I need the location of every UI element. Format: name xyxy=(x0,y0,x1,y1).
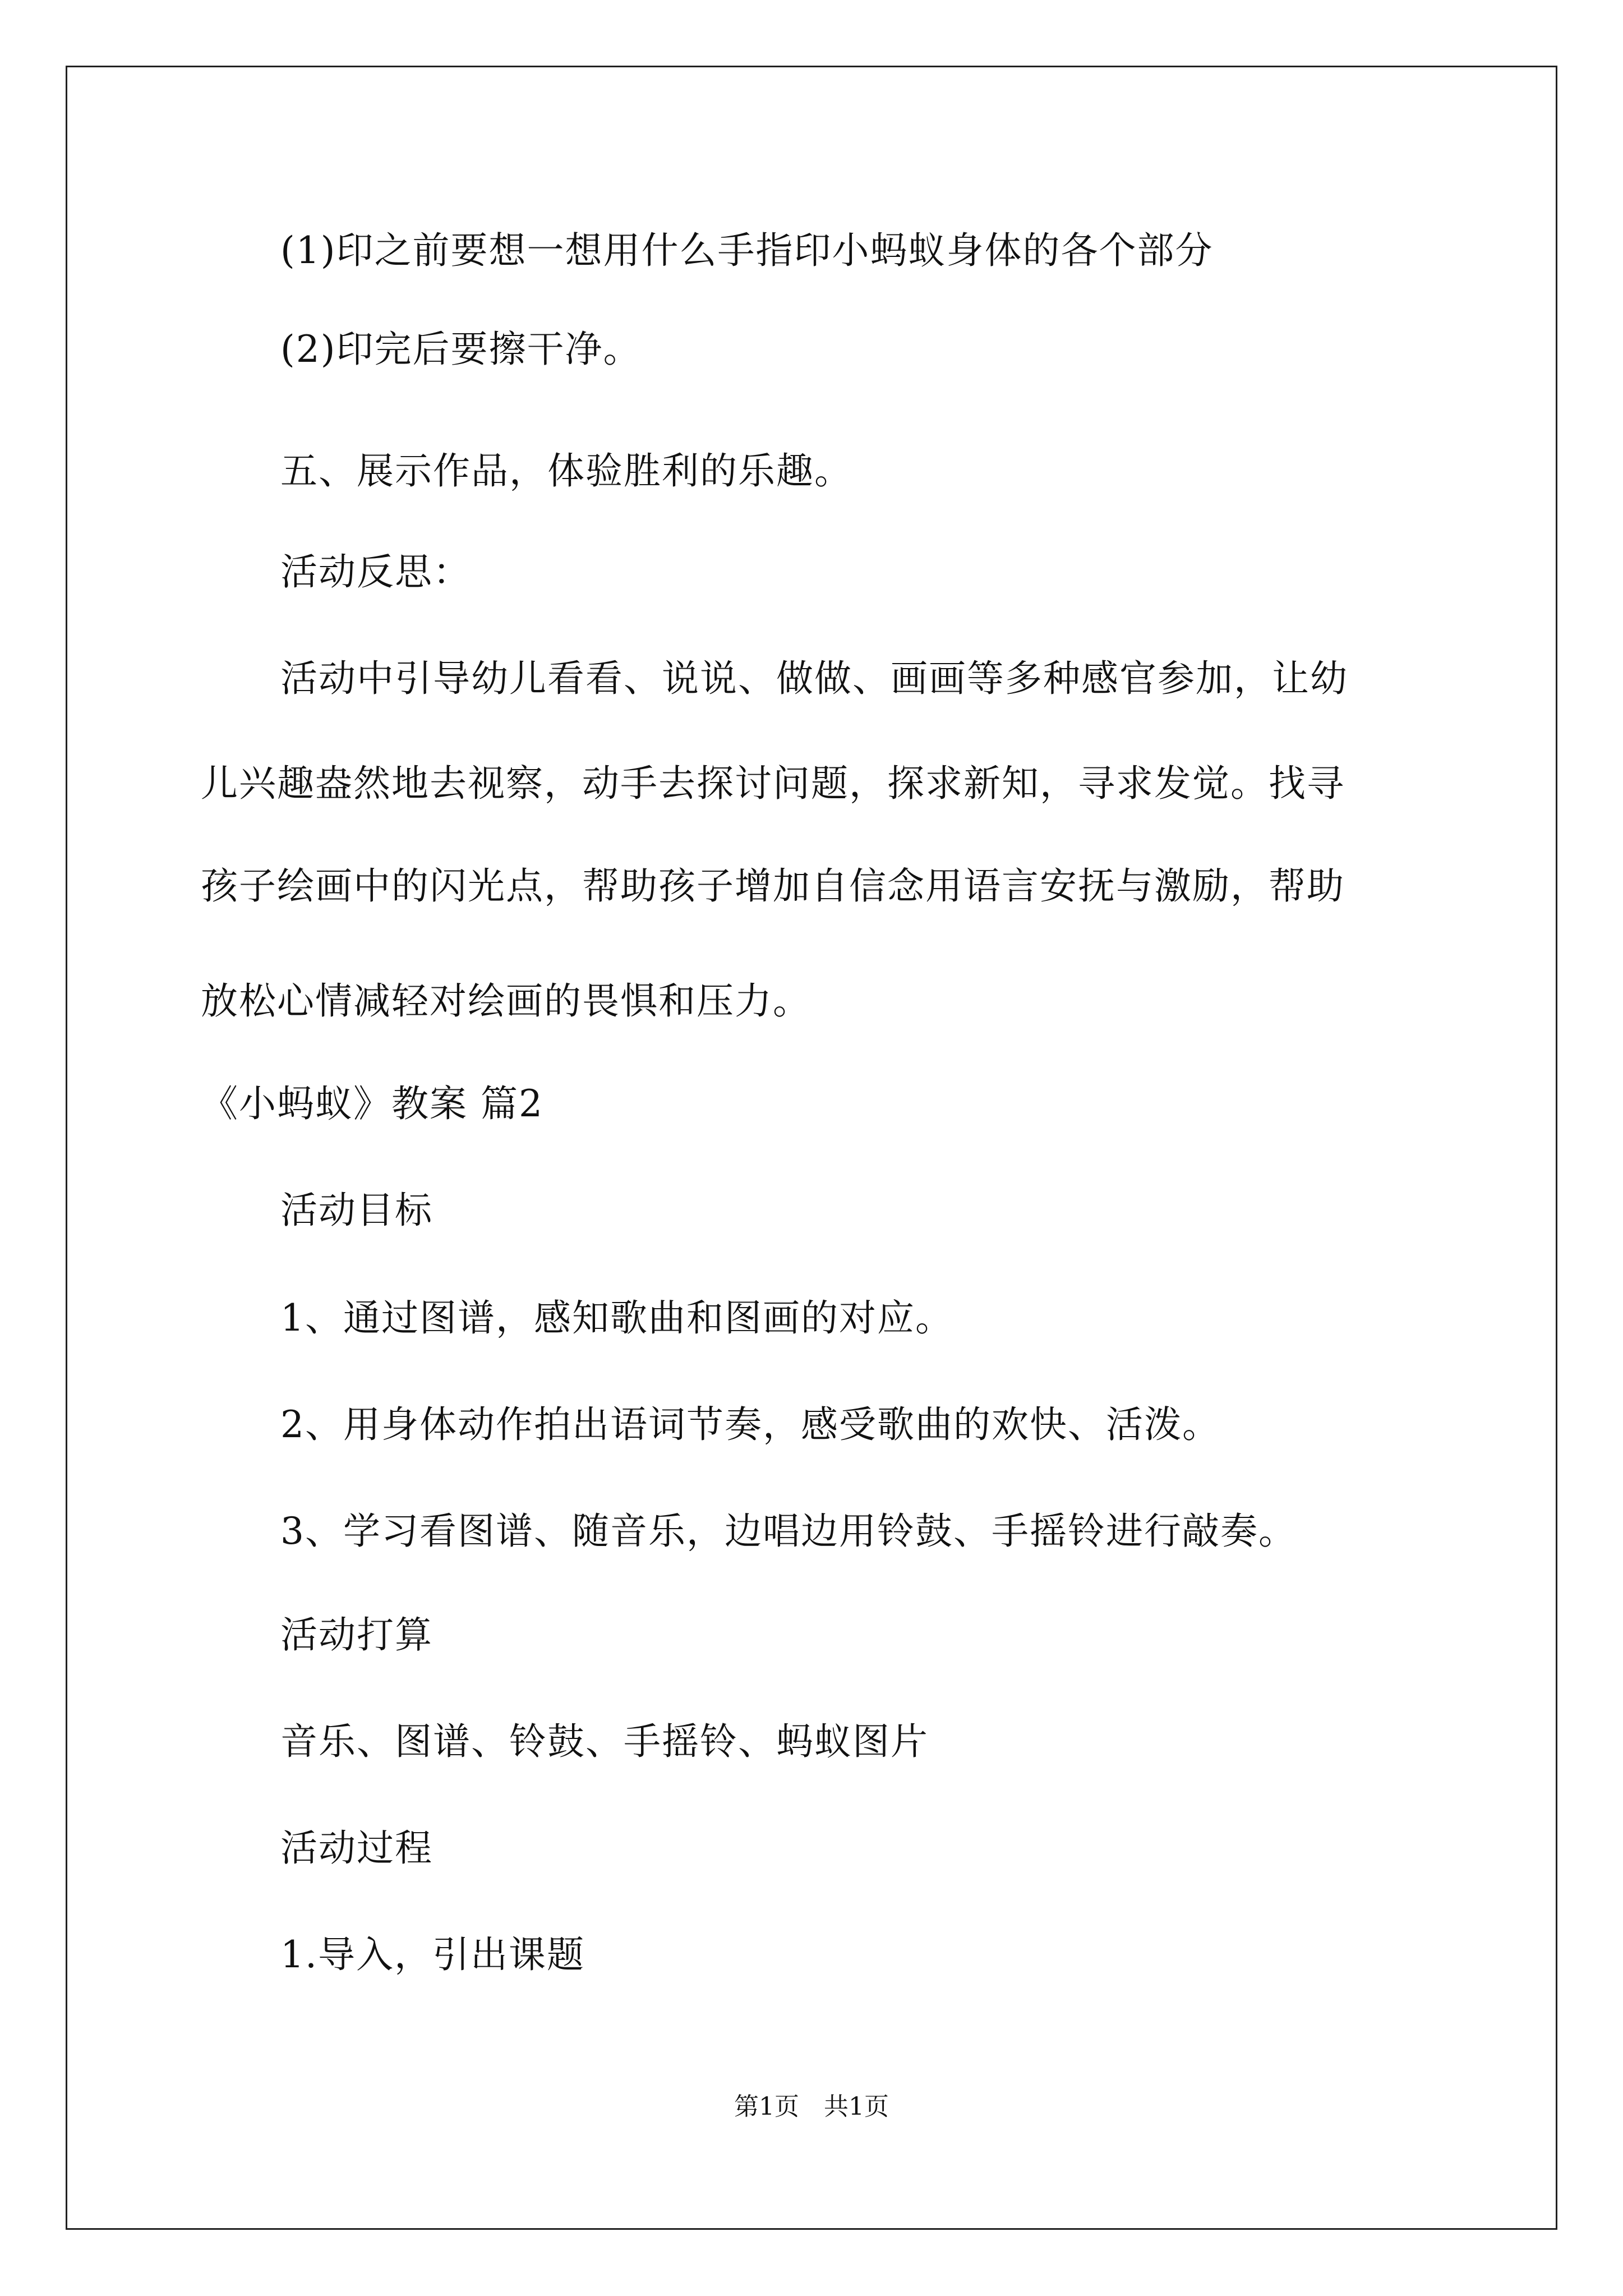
page-border xyxy=(66,66,1557,2230)
goal-item-2: 2、用身体动作拍出语词节奏，感受歌曲的欢快、活泼。 xyxy=(280,1403,1220,1446)
paragraph-section-5: 五、展示作品，体验胜利的乐趣。 xyxy=(280,449,852,493)
paragraph-step-1: (1)印之前要想一想用什么手指印小蚂蚁身体的各个部分 xyxy=(280,229,1214,272)
preparation-items: 音乐、图谱、铃鼓、手摇铃、蚂蚁图片 xyxy=(280,1720,929,1763)
reflection-line-4: 放松心情减轻对绘画的畏惧和压力。 xyxy=(201,979,811,1023)
process-heading: 活动过程 xyxy=(280,1826,433,1870)
process-step-1: 1.导入，引出课题 xyxy=(280,1933,585,1976)
reflection-line-3: 孩子绘画中的闪光点，帮助孩子增加自信念用语言安抚与激励，帮助 xyxy=(201,864,1345,908)
goal-item-1: 1、通过图谱，感知歌曲和图画的对应。 xyxy=(280,1296,953,1340)
reflection-line-2: 儿兴趣盎然地去视察，动手去探讨问题，探求新知，寻求发觉。找寻 xyxy=(201,762,1345,805)
preparation-heading: 活动打算 xyxy=(280,1613,433,1657)
goals-heading: 活动目标 xyxy=(280,1189,433,1232)
lesson-plan-heading: 《小蚂蚁》教案 篇2 xyxy=(201,1082,543,1125)
reflection-heading: 活动反思： xyxy=(280,550,471,593)
page-number-footer: 第1页 共1页 xyxy=(734,2092,889,2121)
goal-item-3: 3、学习看图谱、随音乐，边唱边用铃鼓、手摇铃进行敲奏。 xyxy=(280,1510,1297,1553)
paragraph-step-2: (2)印完后要擦干净。 xyxy=(280,328,642,371)
reflection-line-1: 活动中引导幼儿看看、说说、做做、画画等多种感官参加，让幼 xyxy=(280,657,1348,700)
